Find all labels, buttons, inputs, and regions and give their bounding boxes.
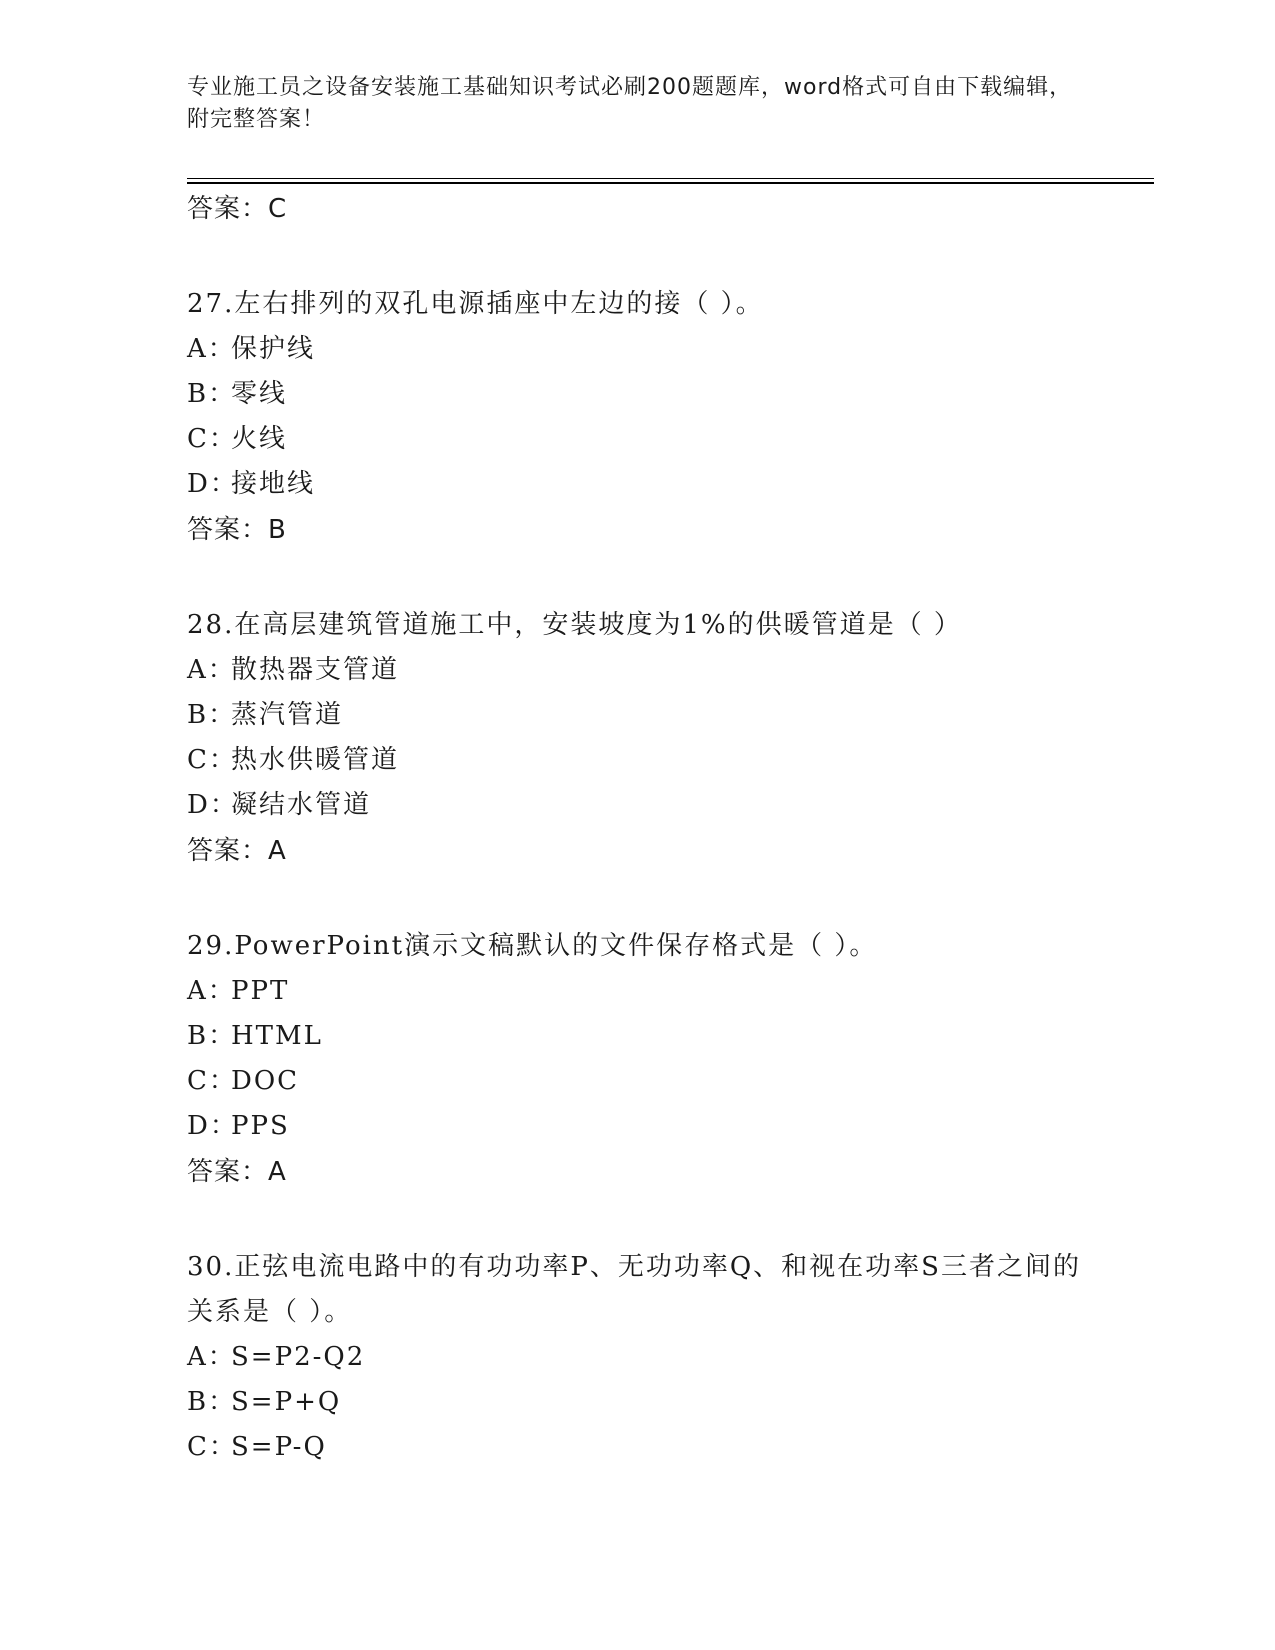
question-stem: 27.左右排列的双孔电源插座中左边的接（ ）。 bbox=[187, 289, 764, 319]
option-letter: B： bbox=[187, 1387, 237, 1417]
option-letter: C： bbox=[187, 745, 237, 775]
option-text: S=P2-Q2 bbox=[231, 1342, 366, 1372]
option-text: 蒸汽管道 bbox=[231, 700, 344, 730]
question-block bbox=[187, 603, 1087, 874]
option-a bbox=[187, 1335, 1087, 1380]
option-a bbox=[187, 327, 1087, 372]
option-letter: B： bbox=[187, 700, 237, 730]
option-text: 散热器支管道 bbox=[231, 655, 400, 685]
question-block bbox=[187, 924, 1087, 1195]
option-b bbox=[187, 372, 1087, 417]
option-text: 热水供暖管道 bbox=[231, 745, 400, 775]
option-letter: A： bbox=[187, 1342, 236, 1372]
option-c bbox=[187, 1425, 1087, 1470]
option-text: PPS bbox=[231, 1111, 290, 1141]
option-text: S=P-Q bbox=[231, 1432, 327, 1462]
option-c bbox=[187, 1059, 1087, 1104]
answer-line: 答案：B bbox=[187, 515, 287, 545]
answer-line: 答案：C bbox=[187, 194, 288, 224]
question-list bbox=[187, 186, 1087, 1470]
header-divider-thin bbox=[187, 178, 1154, 179]
option-letter: D： bbox=[187, 1111, 238, 1141]
option-d bbox=[187, 1104, 1087, 1149]
option-text: S=P+Q bbox=[231, 1387, 342, 1417]
option-c bbox=[187, 738, 1087, 783]
option-text: DOC bbox=[231, 1066, 300, 1096]
option-letter: D： bbox=[187, 790, 238, 820]
question-block bbox=[187, 282, 1087, 553]
option-letter: D： bbox=[187, 469, 238, 499]
question-stem: 29.PowerPoint演示文稿默认的文件保存格式是（ ）。 bbox=[187, 931, 878, 961]
option-text: 凝结水管道 bbox=[231, 790, 372, 820]
option-d bbox=[187, 462, 1087, 507]
option-b bbox=[187, 1014, 1087, 1059]
option-letter: C： bbox=[187, 1432, 237, 1462]
question-stem: 30.正弦电流电路中的有功功率P、无功功率Q、和视在功率S三者之间的关系是（ ）。 bbox=[187, 1252, 1081, 1327]
header-divider-thick bbox=[187, 182, 1154, 184]
option-letter: B： bbox=[187, 379, 237, 409]
question-stem: 28.在高层建筑管道施工中，安装坡度为1%的供暖管道是（ ） bbox=[187, 610, 962, 640]
option-text: 火线 bbox=[231, 424, 288, 454]
option-text: 保护线 bbox=[231, 334, 316, 364]
option-text: 零线 bbox=[231, 379, 288, 409]
option-letter: B： bbox=[187, 1021, 237, 1051]
answer-line: 答案：A bbox=[187, 836, 287, 866]
option-text: PPT bbox=[231, 976, 290, 1006]
option-letter: A： bbox=[187, 655, 236, 685]
document-header: 专业施工员之设备安装施工基础知识考试必刷200题题库，word格式可自由下载编辑，附完整答案！ bbox=[187, 75, 1073, 132]
option-letter: A： bbox=[187, 976, 236, 1006]
question-block bbox=[187, 1245, 1087, 1470]
option-text: HTML bbox=[231, 1021, 323, 1051]
option-a bbox=[187, 648, 1087, 693]
option-b bbox=[187, 1380, 1087, 1425]
option-a bbox=[187, 969, 1087, 1014]
option-d bbox=[187, 783, 1087, 828]
option-text: 接地线 bbox=[231, 469, 316, 499]
option-letter: C： bbox=[187, 1066, 237, 1096]
answer-line: 答案：A bbox=[187, 1157, 287, 1187]
option-letter: C： bbox=[187, 424, 237, 454]
option-c bbox=[187, 417, 1087, 462]
option-letter: A： bbox=[187, 334, 236, 364]
option-b bbox=[187, 693, 1087, 738]
